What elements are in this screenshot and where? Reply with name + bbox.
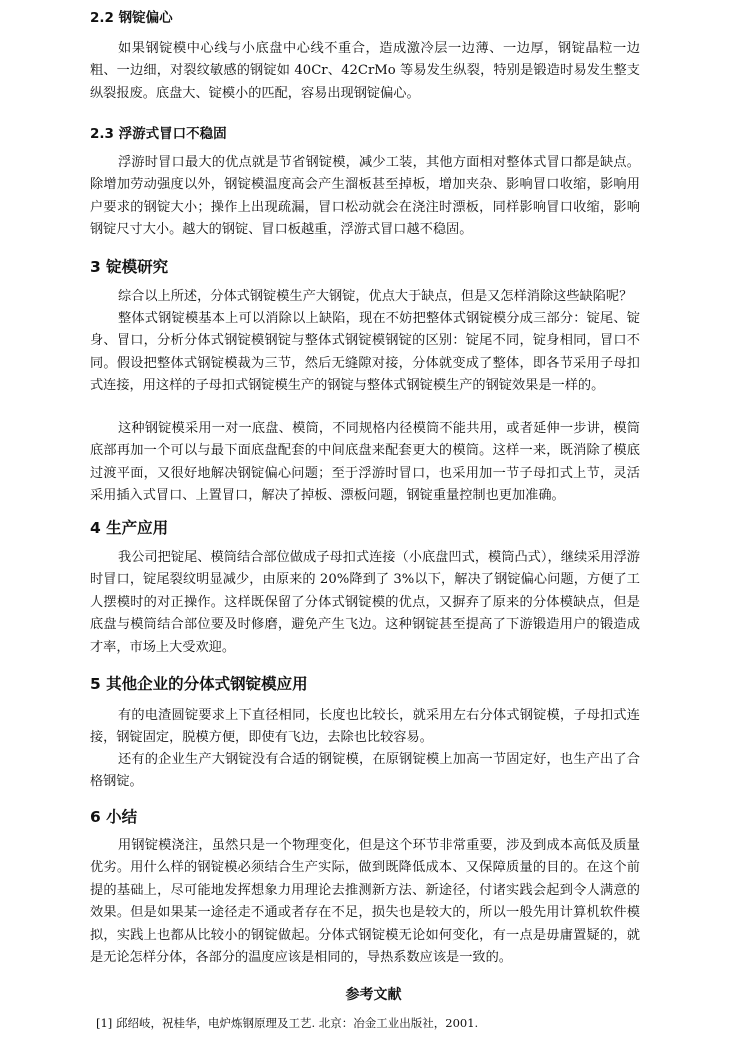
paragraph: 浮游时冒口最大的优点就是节省钢锭模，减少工装，其他方面相对整体式冒口都是缺点。除增加劳动强度以外，钢锭模温度高会产生溜板甚至掉板，增加夹杂、影响冒口收缩，影响用户要求的钢锭大小；操作上出现疏漏，冒口松动就会在浇注时漂板，同样影响冒口收缩，影响钢锭尺寸大小。越大的钢锭、冒口板越重，浮游式冒口越不稳固。 bbox=[90, 155, 640, 238]
paragraph: 我公司把锭尾、模筒结合部位做成子母扣式连接（小底盘凹式，模筒凸式），继续采用浮游时冒口，锭尾裂纹明显减少，由原来的 20%降到了 3%以下，解决了钢锭偏心问题，方便了工人摆模时的对正操作。这样既保留了分体式钢锭模的优点，又摒弃了原来的分体模缺点，但是底盘与模筒结合部位要及时修磨，避免产生飞边。这种钢锭甚至提高了下游锻造用户的锻造成才率，市场上大受欢迎。 bbox=[90, 550, 640, 655]
references-title: 参考文献 bbox=[345, 987, 402, 1003]
paragraph: 整体式钢锭模基本上可以消除以上缺陷，现在不妨把整体式钢锭模分成三部分：锭尾、锭身、冒口，分析分体式钢锭模钢锭与整体式钢锭模钢锭的区别：锭尾不同，锭身相同，冒口不同。假设把整体式钢锭模裁为三节，然后无缝隙对接，分体就变成了整体，即各节采用子母扣式连接，用这样的子母扣式钢锭模生产的钢锭与整体式钢锭模生产的钢锭效果是一样的。 bbox=[90, 311, 640, 394]
paragraph: 有的电渣圆锭要求上下直径相同，长度也比较长，就采用左右分体式钢锭模，子母扣式连接，钢锭固定，脱模方便，即使有飞边，去除也比较容易。 bbox=[90, 708, 640, 746]
section-heading-6: 6 小结 bbox=[90, 808, 138, 826]
paragraph: 用钢锭模浇注，虽然只是一个物理变化，但是这个环节非常重要，涉及到成本高低及质量优劣。用什么样的钢锭模必须结合生产实际，做到既降低成本、又保障质量的目的。在这个前提的基础上，尽可能地发挥想象力用理论去推测新方法、新途径，付诸实践会起到令人满意的效果。但是如果某一途径走不通或者存在不足，损失也是较大的，所以一般先用计算机软件模拟，实践上也都从比较小的钢锭做起。分体式钢锭模无论如何变化，有一点是毋庸置疑的，就是无论怎样分体，各部分的温度应该是相同的，导热系数应该是一致的。 bbox=[90, 838, 640, 966]
section-heading-2-3: 2.3 浮游式冒口不稳固 bbox=[90, 126, 227, 142]
paragraph: 综合以上所述，分体式钢锭模生产大钢锭，优点大于缺点，但是又怎样消除这些缺陷呢？ bbox=[118, 289, 633, 304]
section-heading-4: 4 生产应用 bbox=[90, 519, 169, 537]
section-heading-3: 3 锭模研究 bbox=[90, 258, 169, 276]
paragraph: 如果钢锭模中心线与小底盘中心线不重合，造成激冷层一边薄、一边厚，钢锭晶粒一边粗、一边细，对裂纹敏感的钢锭如 40Cr、42CrMo 等易发生纵裂，特别是锻造时易发生整支纵裂报废。底盘大、锭模小的匹配，容易出现钢锭偏心。 bbox=[90, 41, 640, 101]
section-heading-2-2: 2.2 钢锭偏心 bbox=[90, 10, 173, 26]
section-heading-5: 5 其他企业的分体式钢锭模应用 bbox=[90, 675, 308, 693]
paragraph: 这种钢锭模采用一对一底盘、模筒，不同规格内径模筒不能共用，或者延伸一步讲，模筒底部再加一个可以与最下面底盘配套的中间底盘来配套更大的模筒。这样一来，既消除了模底过渡平面，又很好地解决钢锭偏心问题；至于浮游时冒口，也采用加一节子母扣式上节，灵活采用插入式冒口、上置冒口，解决了掉板、漂板问题，钢锭重量控制也更加准确。 bbox=[90, 421, 640, 504]
reference-item: [1] 邱绍岐，祝桂华，电炉炼钢原理及工艺. 北京：冶金工业出版社，2001. bbox=[96, 1016, 479, 1030]
paragraph: 还有的企业生产大钢锭没有合适的钢锭模，在原钢锭模上加高一节固定好，也生产出了合格钢锭。 bbox=[90, 752, 640, 790]
